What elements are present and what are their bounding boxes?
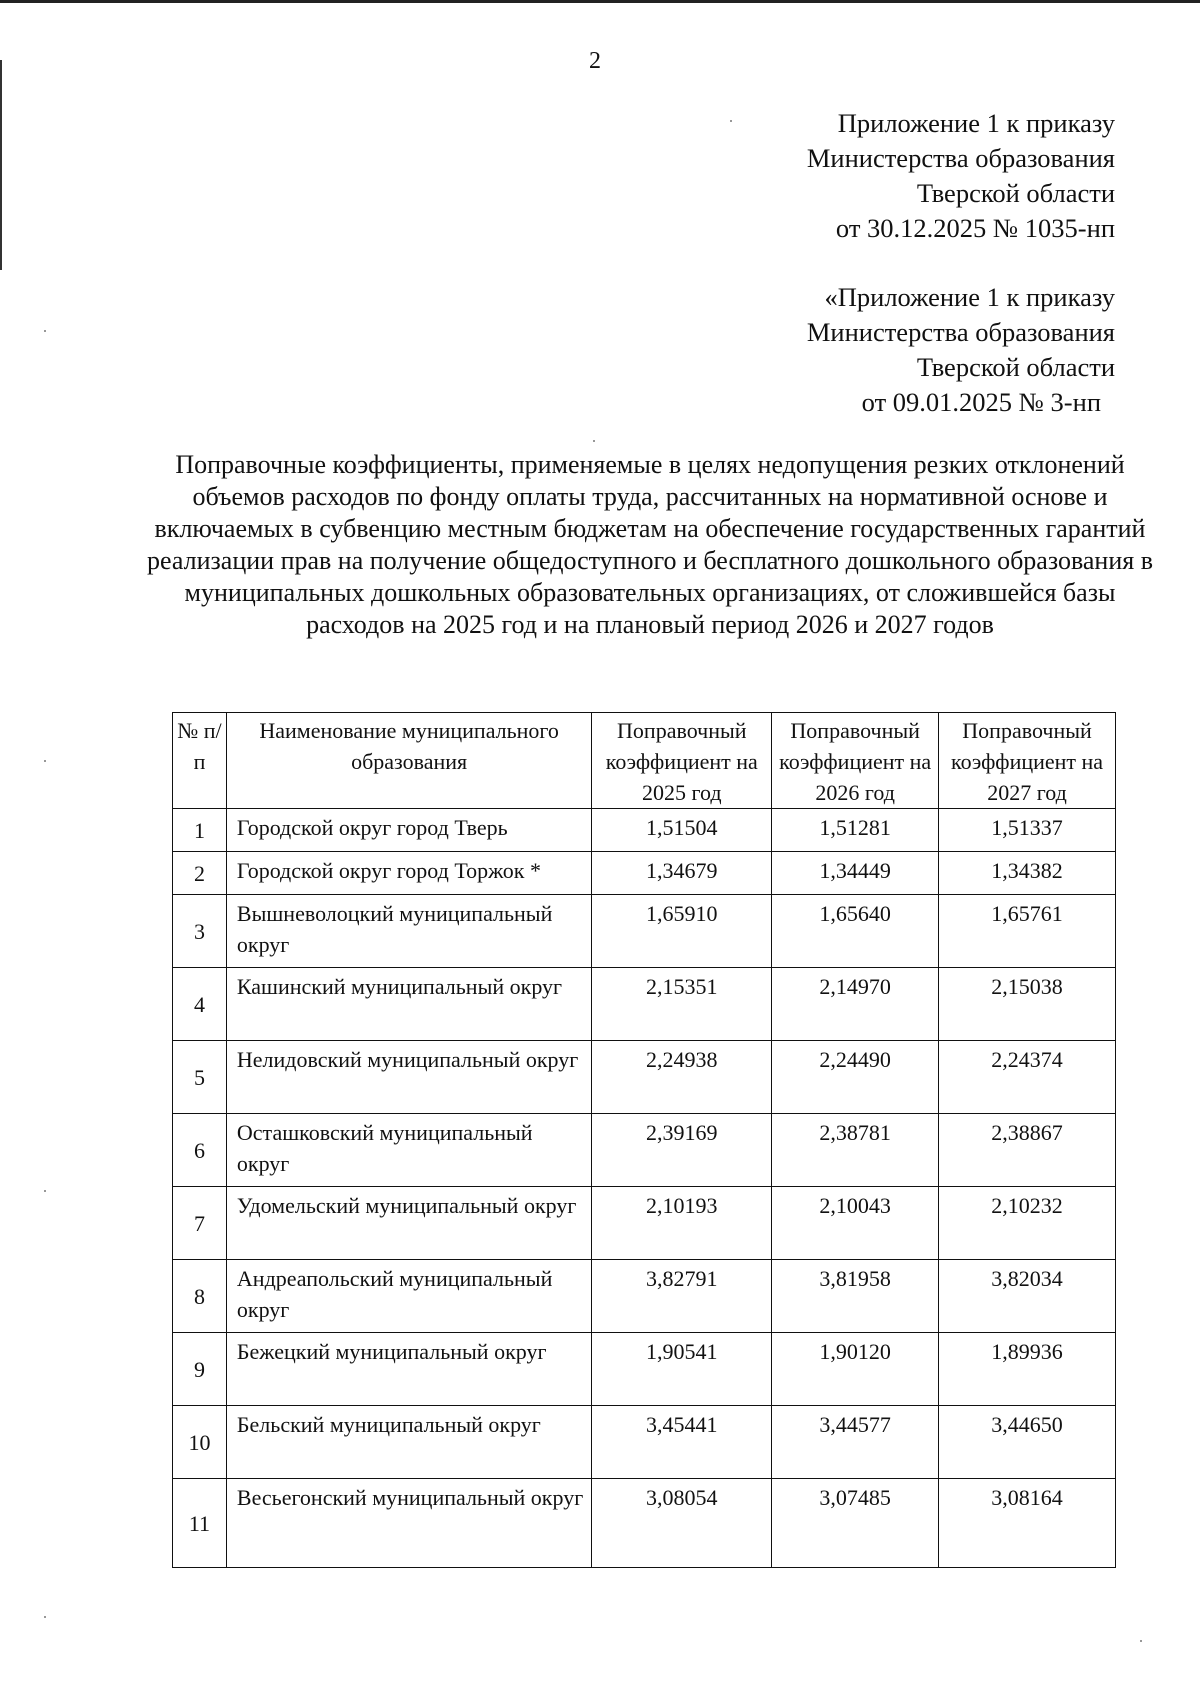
document-title: Поправочные коэффициенты, применяемые в целях недопущения резких отклонений объемов расходов по фонду оплаты труда, рассчитанных на нормативной основе и включаемых в субвенцию местным бюджетам на обеспечение государственных гарантий реализации прав на получение общедоступного и бесплатного дошкольного образования в муниципальных дошкольных образовательных организациях, от сложившейся базы расходов на 2025 год и на плановый период 2026 и 2027 годов [147, 450, 1153, 639]
coef-2027: 3,08164 [939, 1479, 1116, 1568]
table-row [173, 1260, 1116, 1333]
appendix-current-line: от 30.12.2025 № 1035-нп [835, 213, 1115, 243]
coef-2027: 1,65761 [939, 895, 1116, 968]
coef-2026: 3,81958 [772, 1260, 939, 1333]
municipality-name: Осташковский муниципальный округ [226, 1114, 591, 1187]
coef-2027: 2,24374 [939, 1041, 1116, 1114]
coef-2025: 2,24938 [592, 1041, 772, 1114]
table-row [173, 1187, 1116, 1260]
table-row [173, 852, 1116, 895]
table-row [173, 1041, 1116, 1114]
municipality-name: Вышневолоцкий муниципальный округ [226, 895, 591, 968]
row-number: 4 [173, 968, 227, 1041]
row-number: 11 [173, 1479, 227, 1568]
municipality-name: Городской округ город Торжок * [226, 852, 591, 895]
coef-2025: 1,90541 [592, 1333, 772, 1406]
appendix-current-line: Приложение 1 к приказу [837, 108, 1115, 138]
appendix-original-line: Министерства образования [806, 317, 1115, 347]
coef-2025: 2,15351 [592, 968, 772, 1041]
page-number: 2 [589, 48, 601, 74]
coefficients-table [172, 712, 1116, 1568]
table-row [173, 1406, 1116, 1479]
coef-2025: 3,08054 [592, 1479, 772, 1568]
row-number: 1 [173, 809, 227, 852]
appendix-current-line: Тверской области [916, 178, 1115, 208]
row-number: 6 [173, 1114, 227, 1187]
municipality-name: Удомельский муниципальный округ [226, 1187, 591, 1260]
coef-2026: 1,90120 [772, 1333, 939, 1406]
coef-2026: 1,34449 [772, 852, 939, 895]
coef-2027: 1,51337 [939, 809, 1116, 852]
table-row [173, 1333, 1116, 1406]
coef-2027: 2,15038 [939, 968, 1116, 1041]
coef-2025: 2,10193 [592, 1187, 772, 1260]
row-number: 5 [173, 1041, 227, 1114]
scan-speck [44, 1616, 46, 1618]
appendix-original-block [807, 280, 1115, 420]
row-number: 10 [173, 1406, 227, 1479]
row-number: 2 [173, 852, 227, 895]
scan-left-edge [0, 60, 2, 270]
header-number: № п/п [173, 713, 227, 809]
municipality-name: Весьегонский муниципальный округ [226, 1479, 591, 1568]
scan-speck [1140, 1640, 1142, 1642]
row-number: 8 [173, 1260, 227, 1333]
coef-2027: 2,10232 [939, 1187, 1116, 1260]
coef-2025: 1,51504 [592, 809, 772, 852]
appendix-original-line: Тверской области [916, 352, 1115, 382]
appendix-current-block [807, 106, 1115, 246]
municipality-name: Нелидовский муниципальный округ [226, 1041, 591, 1114]
table-row [173, 809, 1116, 852]
scan-speck [730, 120, 732, 122]
coef-2025: 1,34679 [592, 852, 772, 895]
table-header-row [173, 713, 1116, 809]
coef-2027: 2,38867 [939, 1114, 1116, 1187]
coef-2026: 2,38781 [772, 1114, 939, 1187]
scan-speck [44, 1190, 46, 1192]
coef-2025: 3,82791 [592, 1260, 772, 1333]
table-row [173, 1479, 1116, 1568]
row-number: 7 [173, 1187, 227, 1260]
coef-2027: 1,89936 [939, 1333, 1116, 1406]
header-municipality: Наименование муниципального образования [226, 713, 591, 809]
municipality-name: Бельский муниципальный округ [226, 1406, 591, 1479]
header-coef-2027: Поправочный коэффициент на 2027 год [939, 713, 1116, 809]
appendix-original-line: от 09.01.2025 № 3-нп [861, 387, 1101, 417]
table-row [173, 895, 1116, 968]
coef-2026: 2,10043 [772, 1187, 939, 1260]
coef-2026: 3,07485 [772, 1479, 939, 1568]
coef-2027: 3,44650 [939, 1406, 1116, 1479]
appendix-current-line: Министерства образования [806, 143, 1115, 173]
table-row [173, 1114, 1116, 1187]
municipality-name: Кашинский муниципальный округ [226, 968, 591, 1041]
coef-2027: 3,82034 [939, 1260, 1116, 1333]
coef-2025: 1,65910 [592, 895, 772, 968]
coef-2025: 2,39169 [592, 1114, 772, 1187]
coef-2025: 3,45441 [592, 1406, 772, 1479]
coef-2026: 1,51281 [772, 809, 939, 852]
table-row [173, 968, 1116, 1041]
scan-speck [44, 760, 46, 762]
municipality-name: Городской округ город Тверь [226, 809, 591, 852]
coef-2026: 2,24490 [772, 1041, 939, 1114]
row-number: 9 [173, 1333, 227, 1406]
row-number: 3 [173, 895, 227, 968]
scan-speck [44, 330, 46, 332]
municipality-name: Бежецкий муниципальный округ [226, 1333, 591, 1406]
coef-2026: 3,44577 [772, 1406, 939, 1479]
header-coef-2026: Поправочный коэффициент на 2026 год [772, 713, 939, 809]
coef-2026: 1,65640 [772, 895, 939, 968]
municipality-name: Андреапольский муниципальный округ [226, 1260, 591, 1333]
header-coef-2025: Поправочный коэффициент на 2025 год [592, 713, 772, 809]
coef-2026: 2,14970 [772, 968, 939, 1041]
scan-top-edge [0, 0, 1200, 3]
appendix-original-line: «Приложение 1 к приказу [824, 282, 1115, 312]
coef-2027: 1,34382 [939, 852, 1116, 895]
scan-speck [593, 440, 595, 442]
